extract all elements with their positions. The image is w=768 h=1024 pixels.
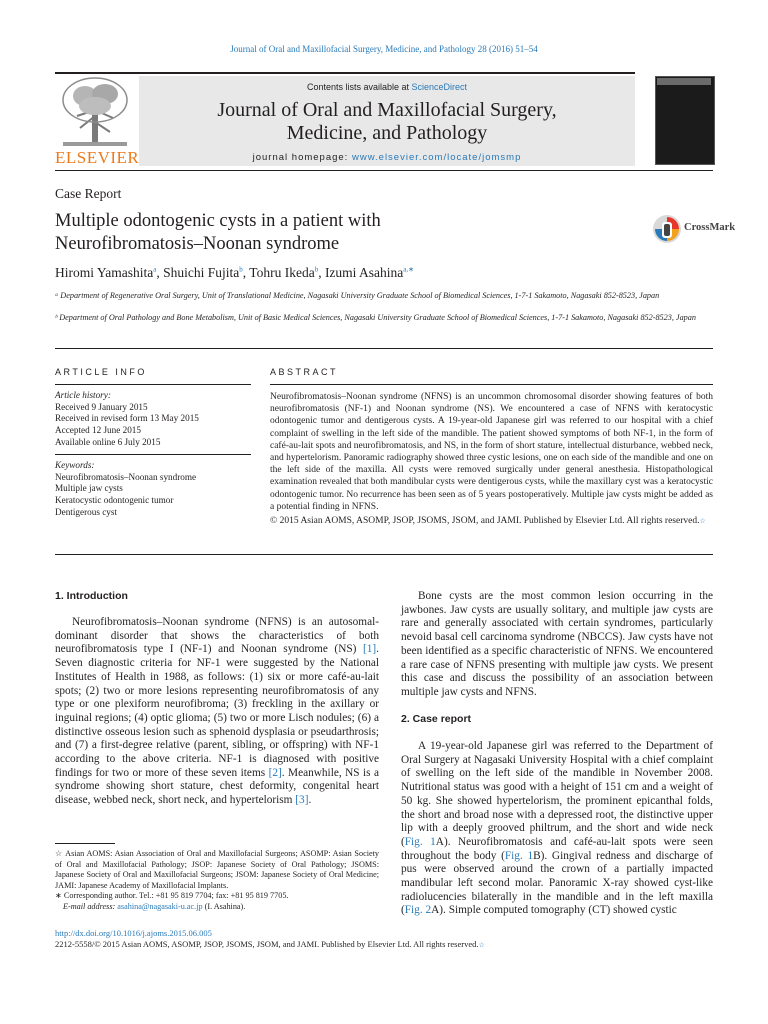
abstract-text: Neurofibromatosis–Noonan syndrome (NFNS) is an uncommon chromosomal disorder showing features of both neurofibromatosis (NF-1) and Noonan syndrome (NS). We encountered a case of NFNS with keratocystic odontogenic tumor and dentigerous cysts. A 19-year-old Japanese girl was referred to our hospital with a chief complaint of swelling in the left side of the mandible. The patient showed symptoms of both NF-1, in the form of café-au-lait spots and neurofibromatosis, and NS, in the form of short stature, intellectual disturbance, webbed neck, and hypertelorism. Panoramic radiography showed three cystic lesions, one on each side of the mandible and one on the left side of the maxilla. All cysts were removed surgically under general anesthesia. Histopathological examination revealed that both mandibular cysts were dentigerous cysts, while the maxillary cyst was a keratocystic odontogenic tumor. No recurrence has been seen as of 5 years postoperatively. Multiple jaw cysts might be added as a potential finding in NFNS. bbox=[270, 392, 713, 512]
author-sup[interactable]: a,∗ bbox=[403, 265, 415, 274]
abstract-body bbox=[270, 391, 713, 527]
author-name: Tohru Ikeda bbox=[249, 265, 315, 280]
case-heading: 2. Case report bbox=[401, 713, 472, 725]
publisher-logo-text: ELSEVIER bbox=[55, 148, 140, 167]
abstract-copyright: © 2015 Asian AOMS, ASOMP, JSOP, JSOMS, JSOM, and JAMI. Published by Elsevier Ltd. All rights reserved. bbox=[270, 516, 700, 527]
issn-line bbox=[55, 939, 485, 949]
contents-prefix: Contents lists available at bbox=[306, 82, 412, 92]
keywords-rule bbox=[55, 454, 251, 455]
article-title-line1: Multiple odontogenic cysts in a patient with bbox=[55, 211, 381, 231]
header-top-rule bbox=[55, 72, 635, 74]
doi-link[interactable]: http://dx.doi.org/10.1016/j.ajoms.2015.06.005 bbox=[55, 928, 212, 938]
keyword-item: Dentigerous cyst bbox=[55, 506, 118, 517]
footer-star[interactable]: ☆ bbox=[478, 941, 485, 949]
author-name: Hiromi Yamashita bbox=[55, 265, 154, 280]
history-item: Received in revised form 13 May 2015 bbox=[55, 413, 199, 424]
figure-link[interactable]: Fig. 1 bbox=[504, 849, 534, 862]
abstract-bottom-rule bbox=[55, 554, 713, 555]
keyword-item: Neurofibromatosis–Noonan syndrome bbox=[55, 471, 197, 482]
case-text: A 19-year-old Japanese girl was referred to the Department of Oral Surgery at Nagasaki University Hospital with a chief complaint of swelling on the left side of the mandible in November 2008. Nutritional status was good with a height of 151 cm and a weight of 50 kg. She showed hypertelorism, the prominent epicanthal folds, the short and broad nose with a depressed root, the distinctive upper lip with a deeply grooved philtrum, and the short and wide neck ( bbox=[401, 740, 713, 848]
issn-text: 2212-5558/© 2015 Asian AOMS, ASOMP, JSOP, JSOMS, JSOM, and JAMI. Published by Elsevier Ltd. All rights reserved. bbox=[55, 939, 479, 949]
keywords-label: Keywords: bbox=[55, 460, 95, 470]
article-history bbox=[55, 390, 251, 449]
front-matter-rule bbox=[55, 348, 713, 349]
footnotes bbox=[55, 849, 379, 912]
author-name: Izumi Asahina bbox=[324, 265, 404, 280]
keywords bbox=[55, 460, 251, 519]
abstract-copyright-line bbox=[270, 515, 713, 527]
crossmark-label[interactable]: CrossMark bbox=[684, 222, 736, 233]
author-sup[interactable]: a bbox=[153, 265, 157, 274]
journal-title-line1: Journal of Oral and Maxillofacial Surgery, bbox=[217, 99, 557, 121]
email-label: E-mail address: bbox=[63, 901, 118, 911]
journal-title-line2: Medicine, and Pathology bbox=[286, 122, 488, 144]
history-item: Received 9 January 2015 bbox=[55, 401, 148, 412]
figure-link[interactable]: Fig. 2 bbox=[404, 904, 432, 917]
intro-paragraph bbox=[55, 616, 379, 808]
elsevier-tree-icon bbox=[55, 76, 135, 148]
figure-link[interactable]: Fig. 1 bbox=[404, 835, 436, 848]
crossmark-icon[interactable] bbox=[652, 214, 682, 244]
author-name: Shuichi Fujita bbox=[163, 265, 240, 280]
article-title-line2: Neurofibromatosis–Noonan syndrome bbox=[55, 234, 340, 254]
history-label: Article history: bbox=[55, 390, 111, 400]
article-info-heading: ARTICLE INFO bbox=[55, 367, 147, 377]
email-footnote bbox=[55, 902, 379, 913]
homepage-prefix: journal homepage: bbox=[252, 152, 352, 163]
footnote-rule bbox=[55, 843, 115, 844]
keyword-item: Multiple jaw cysts bbox=[55, 483, 123, 494]
case-text: A). Simple computed tomography (CT) showed cystic bbox=[431, 904, 677, 917]
affiliation-b: ᵇ Department of Oral Pathology and Bone Metabolism, Unit of Basic Medical Sciences, Nagasaki University Graduate School of Biomedical Sciences, 1-7-1 Sakamoto, Nagasaki 852-8523, Japan bbox=[55, 313, 696, 322]
intro-text: . Seven diagnostic criteria for NF-1 were suggested by the National Institutes of Health in 1988, as follows: (1) six or more café-au-lait spots; (2) two or more lesions representing neurofibromatosis of any type or one plexiform neurofibroma; (3) freckling in the axillary or inguinal regions; (4) optic glioma; (5) two or more Lisch nodules; (6) a distinctive osseous lesion such as sphenoid dysplasia or pseudarthrosis; and (7) a first-degree relative (parent, sibling, or offspring) with NF-1 according to the above criteria. NF-1 is diagnosed with positive findings for two or more of these seven items bbox=[55, 643, 379, 779]
corresponding-footnote: ∗ Corresponding author. Tel.: +81 95 819 7704; fax: +81 95 819 7705. bbox=[55, 891, 289, 900]
abbrev-footnote: ☆ Asian AOMS: Asian Association of Oral and Maxillofacial Surgeons; ASOMP: Asian Society of Oral and Maxillofacial Pathology; JSOP: Japanese Society of Oral Pathology; JSOMS: Japanese Society of Oral and Maxillofacial Surgeons; JSOM: Japanese Society of Oral Medicine; JAMI: Japanese Academy of Maxillofacial Implants. bbox=[55, 849, 379, 890]
contents-line bbox=[139, 82, 635, 92]
ref-link[interactable]: [1] bbox=[362, 643, 377, 656]
journal-citation[interactable]: Journal of Oral and Maxillofacial Surgery, Medicine, and Pathology 28 (2016) 51–54 bbox=[230, 44, 538, 54]
email-link[interactable]: asahina@nagasaki-u.ac.jp bbox=[117, 901, 203, 911]
intro-text: . bbox=[308, 794, 312, 807]
case-paragraph bbox=[401, 740, 713, 918]
journal-title bbox=[139, 99, 635, 145]
abstract-heading: ABSTRACT bbox=[270, 367, 339, 377]
header-bottom-rule bbox=[55, 170, 713, 171]
article-info-rule bbox=[55, 384, 251, 385]
ref-link[interactable]: [2] bbox=[268, 766, 282, 779]
homepage-link[interactable]: www.elsevier.com/locate/jomsmp bbox=[351, 152, 522, 163]
history-item: Available online 6 July 2015 bbox=[55, 436, 161, 447]
author-sup[interactable]: b bbox=[239, 265, 243, 274]
abstract-star[interactable]: ☆ bbox=[699, 517, 706, 526]
article-title bbox=[55, 210, 615, 256]
history-item: Accepted 12 June 2015 bbox=[55, 425, 141, 436]
sciencedirect-link[interactable]: ScienceDirect bbox=[411, 82, 468, 92]
journal-cover-strip bbox=[657, 78, 711, 85]
author-sup[interactable]: b bbox=[314, 265, 319, 274]
journal-homepage bbox=[139, 152, 635, 163]
abstract-rule bbox=[270, 384, 713, 385]
author-list: Hiromi Yamashita$^a$, Shuichi Fujita$^b$, Tohru Ikeda$^b$, Izumi Asahina$^{a,∗}$ bbox=[55, 265, 415, 280]
ref-link[interactable]: [3] bbox=[295, 794, 309, 807]
bone-cysts-paragraph: Bone cysts are the most common lesion occurring in the jawbones. Jaw cysts are usually solitary, and multiple jaw cysts are rare and generally associated with certain syndromes, particularly nevoid basal cell carcinoma syndrome (NBCCS). Jaw cysts have not been identified as a specific characteristic of NFNS. We encountered a rare case of NFNS presenting with multiple jaw cysts. We present this case and discuss the possibility of an association between multiple jaw cysts and NFNS. bbox=[401, 590, 713, 698]
journal-cover-image bbox=[655, 76, 715, 165]
article-type: Case Report bbox=[55, 186, 122, 201]
affiliation-a: ᵃ Department of Regenerative Oral Surgery, Unit of Translational Medicine, Nagasaki University Graduate School of Biomedical Sciences, 1-7-1 Sakamoto, Nagasaki 852-8523, Japan bbox=[55, 291, 660, 300]
case-text: B). Gingival redness and discharge of pus were observed around the crown of a partially impacted mandibular left second molar. Panoramic X-ray showed cyst-like radiolucencies bilaterally in the mandible and in the left maxilla ( bbox=[401, 849, 713, 917]
case-text: A). Neurofibromatosis and café-au-lait spots were seen throughout the body ( bbox=[401, 835, 713, 862]
intro-text: Neurofibromatosis–Noonan syndrome (NFNS) is an autosomal-dominant disorder that shows the characteristics of both neurofibromatosis type I (NF-1) and Noonan syndrome (NS) bbox=[55, 616, 379, 656]
intro-heading: 1. Introduction bbox=[55, 590, 128, 602]
intro-text: . Meanwhile, NS is a syndrome showing short stature, chest deformity, congenital heart disease, webbed neck, short neck, and hypertelorism bbox=[55, 766, 379, 807]
keyword-item: Keratocystic odontogenic tumor bbox=[55, 495, 174, 506]
email-suffix: (I. Asahina). bbox=[202, 901, 246, 911]
